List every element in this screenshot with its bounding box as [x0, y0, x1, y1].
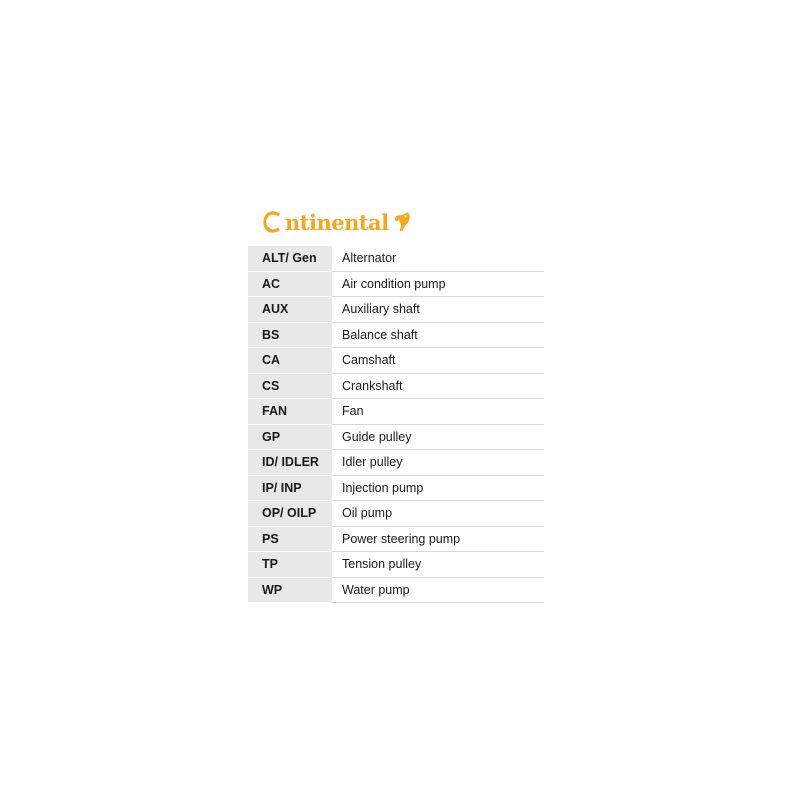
desc-cell: Auxiliary shaft — [332, 297, 544, 323]
abbr-cell: GP — [248, 425, 332, 451]
abbr-cell: ID/ IDLER — [248, 450, 332, 476]
table-row — [248, 374, 544, 400]
table-row — [248, 578, 544, 604]
table-row — [248, 501, 544, 527]
table-row — [248, 348, 544, 374]
abbr-cell: PS — [248, 527, 332, 553]
table-row — [248, 476, 544, 502]
desc-cell: Crankshaft — [332, 374, 544, 400]
desc-cell: Tension pulley — [332, 552, 544, 578]
table-row — [248, 552, 544, 578]
abbr-cell: WP — [248, 578, 332, 604]
desc-cell: Oil pump — [332, 501, 544, 527]
table-row — [248, 425, 544, 451]
abbr-cell: IP/ INP — [248, 476, 332, 502]
desc-cell: Idler pulley — [332, 450, 544, 476]
table-row — [248, 399, 544, 425]
table-row — [248, 246, 544, 272]
abbr-cell: CS — [248, 374, 332, 400]
abbr-cell: ALT/ Gen — [248, 246, 332, 272]
abbr-cell: CA — [248, 348, 332, 374]
desc-cell: Injection pump — [332, 476, 544, 502]
abbreviation-legend-card — [248, 198, 544, 603]
abbr-cell: TP — [248, 552, 332, 578]
desc-cell: Balance shaft — [332, 323, 544, 349]
legend-rows — [248, 246, 544, 603]
abbr-cell: AUX — [248, 297, 332, 323]
table-row — [248, 527, 544, 553]
table-row — [248, 272, 544, 298]
abbr-cell: BS — [248, 323, 332, 349]
desc-cell: Power steering pump — [332, 527, 544, 553]
abbr-cell: AC — [248, 272, 332, 298]
table-row — [248, 323, 544, 349]
continental-c-icon — [263, 211, 283, 233]
table-row — [248, 297, 544, 323]
desc-cell: Camshaft — [332, 348, 544, 374]
desc-cell: Guide pulley — [332, 425, 544, 451]
desc-cell: Alternator — [332, 246, 544, 272]
continental-logo — [262, 211, 412, 233]
abbr-cell: OP/ OILP — [248, 501, 332, 527]
abbr-cell: FAN — [248, 399, 332, 425]
horse-icon — [392, 211, 412, 233]
brand-header — [248, 198, 544, 246]
desc-cell: Air condition pump — [332, 272, 544, 298]
continental-wordmark: ntinental — [285, 209, 389, 235]
desc-cell: Fan — [332, 399, 544, 425]
desc-cell: Water pump — [332, 578, 544, 604]
table-row — [248, 450, 544, 476]
